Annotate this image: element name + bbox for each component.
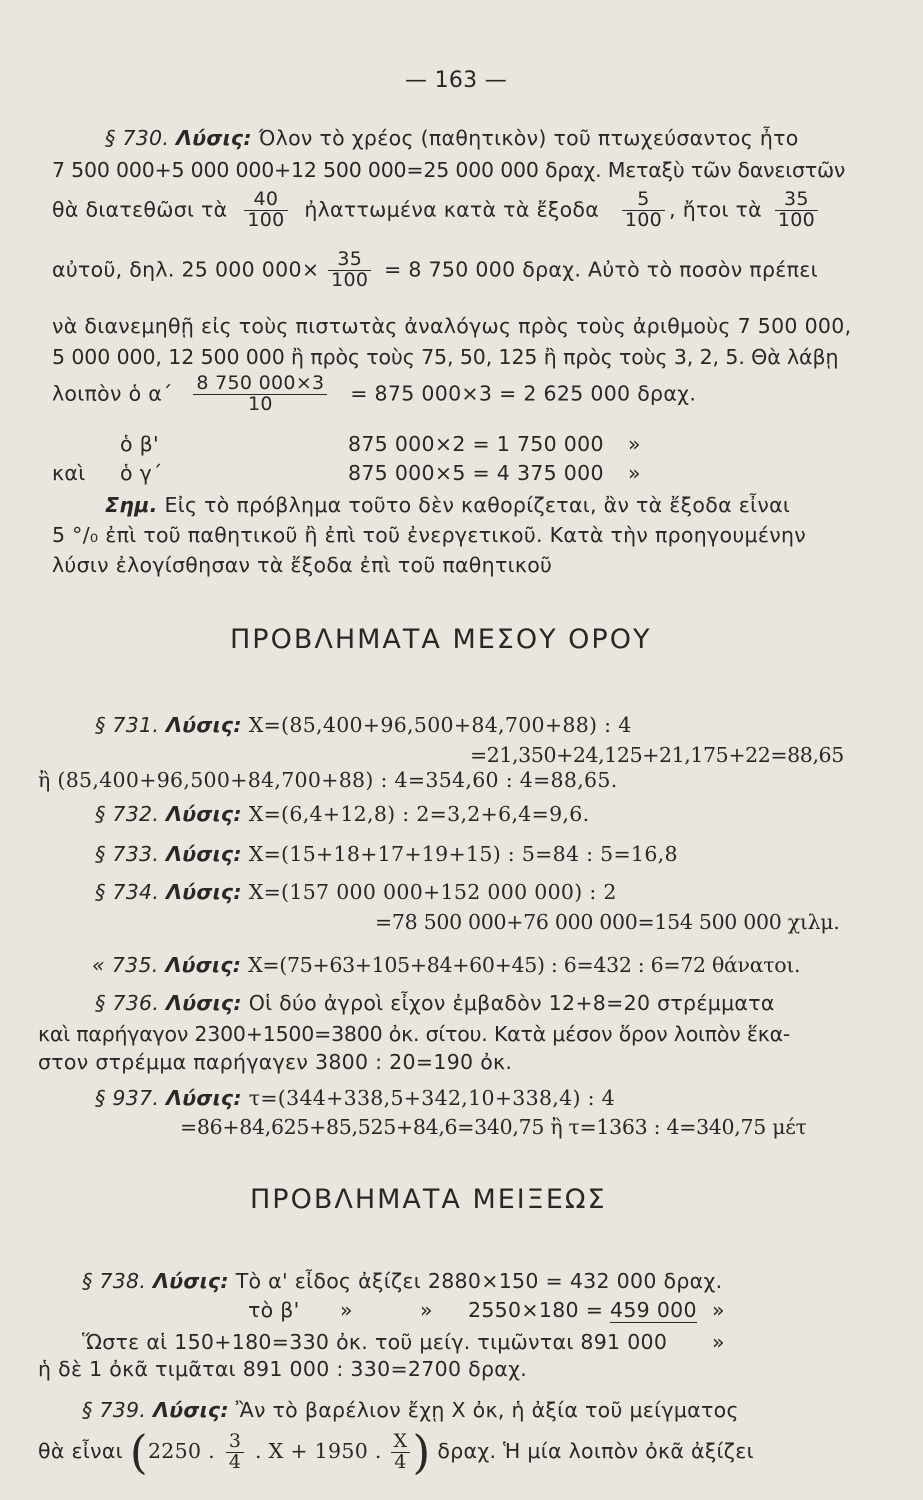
text: Τὸ α' εἶδος ἀξίζει 2880×150 = 432 000 δραχ.	[235, 1269, 723, 1293]
section-739-line-2	[38, 1418, 754, 1485]
solution-word: Λύσις:	[176, 126, 252, 150]
section-734-line-2: =78 500 000+76 000 000=154 500 000 χιλμ.	[375, 910, 840, 934]
denominator: 10	[193, 394, 327, 415]
ditto-mark: »	[340, 1298, 353, 1322]
text: X=(75+63+105+84+60+45) : 6=432 : 6=72 θάνατοι.	[248, 953, 801, 977]
denominator: 100	[328, 270, 371, 291]
text: τ=(344+338,5+342,10+338,4) : 4	[248, 1086, 615, 1110]
fraction-3-4	[226, 1429, 244, 1473]
section-label: § 734.	[95, 880, 160, 904]
text: θὰ διατεθῶσι τὰ	[52, 197, 228, 222]
section-738-line-1	[82, 1269, 722, 1293]
section-label: § 730.	[105, 126, 170, 150]
text: ἠλαττωμένα κατὰ τὰ ἔξοδα	[304, 197, 600, 222]
fraction-40-100	[244, 190, 287, 231]
text: X=(85,400+96,500+84,700+88) : 4	[248, 713, 632, 737]
solution-word: Λύσις:	[165, 953, 242, 977]
section-730-line-9-kai: καὶ	[52, 461, 86, 485]
section-label: § 739.	[82, 1398, 147, 1422]
section-heading-mean: ΠΡΟΒΛΗΜΑΤΑ ΜΕΣΟΥ ΟΡΟΥ	[230, 624, 652, 655]
page-number: — 163 —	[405, 68, 508, 93]
note-label: Σημ.	[105, 493, 158, 517]
section-730-line-2: 7 500 000+5 000 000+12 500 000=25 000 000 δραχ. Μεταξὺ τῶν δανειστῶν	[52, 158, 846, 182]
section-label: « 735.	[92, 953, 159, 977]
section-730-line-5: νὰ διανεμηθῇ εἰς τοὺς πιστωτὰς ἀναλόγως πρὸς τοὺς ἀριθμοὺς 7 500 000,	[52, 314, 852, 338]
fraction-x-4	[391, 1429, 411, 1473]
solution-word: Λύσις:	[166, 880, 242, 904]
text: Ἂν τὸ βαρέλιον ἔχῃ X ὀκ, ἡ ἀξία τοῦ μείγματος	[235, 1398, 739, 1422]
text: X=(6,4+12,8) : 2=3,2+6,4=9,6.	[248, 802, 590, 826]
denominator: 4	[226, 1452, 244, 1473]
text: Οἱ δύο ἀγροὶ εἶχον ἐμβαδὸν 12+8=20 στρέμματα	[248, 991, 775, 1015]
left-parenthesis: (	[129, 1425, 148, 1479]
text: Όλον τὸ χρέος (παθητικὸν) τοῦ πτωχεύσαντος ἦτο	[258, 126, 799, 150]
solution-word: Λύσις:	[166, 1086, 242, 1110]
section-736-line-2: καὶ παρήγαγον 2300+1500=3800 ὀκ. σίτου. Κατὰ μέσον ὅρον λοιπὸν ἕκα-	[38, 1022, 791, 1046]
section-730-line-9-label: ὁ γ΄	[120, 461, 163, 485]
ditto-mark: »	[712, 1298, 725, 1322]
section-label: § 736.	[95, 991, 160, 1015]
ditto-mark: »	[628, 461, 641, 485]
section-738-line-2-value	[468, 1298, 697, 1322]
section-label: § 732.	[95, 802, 160, 826]
denominator: 100	[244, 210, 287, 231]
section-730-line-7	[52, 374, 696, 415]
section-937-line-2: =86+84,625+85,525+84,6=340,75 ἢ τ=1363 : 4=340,75 μέτ	[180, 1115, 807, 1139]
right-parenthesis: )	[412, 1425, 431, 1479]
note-line-3: λύσιν ἐλογίσθησαν τὰ ἔξοδα ἐπὶ τοῦ παθητικοῦ	[52, 553, 553, 577]
section-738-line-2-label: τὸ β'	[248, 1298, 300, 1322]
section-732	[95, 802, 589, 826]
section-heading-mixture: ΠΡΟΒΛΗΜΑΤΑ ΜΕΙΞΕΩΣ	[250, 1184, 607, 1215]
text: X=(15+18+17+19+15) : 5=84 : 5=16,8	[248, 842, 678, 866]
note-line-2: 5 °/₀ ἐπὶ τοῦ παθητικοῦ ἢ ἐπὶ τοῦ ἐνεργετικοῦ. Κατὰ τὴν προηγουμένην	[52, 523, 807, 547]
text: . X + 1950 .	[255, 1439, 382, 1463]
text: Εἰς τὸ πρόβλημα τοῦτο δὲν καθορίζεται, ἂν τὰ ἔξοδα εἶναι	[164, 493, 791, 517]
numerator: 3	[228, 1429, 242, 1452]
section-label: § 937.	[95, 1086, 160, 1110]
fraction-35-100	[775, 190, 818, 231]
solution-word: Λύσις:	[166, 713, 242, 737]
section-738-line-4: ἡ δὲ 1 ὀκᾶ τιμᾶται 891 000 : 330=2700 δραχ.	[38, 1357, 528, 1381]
section-731-line-2: =21,350+24,125+21,175+22=88,65	[470, 743, 844, 767]
section-730-line-8-value: 875 000×2 = 1 750 000	[348, 432, 604, 456]
section-730-line-8-label: ὁ β'	[120, 432, 159, 456]
numerator: 35	[784, 188, 809, 210]
numerator: X	[393, 1429, 408, 1452]
numerator: 35	[337, 248, 363, 270]
section-738-line-3: Ὥστε αἱ 150+180=330 ὀκ. τοῦ μείγ. τιμῶνται 891 000	[82, 1330, 668, 1354]
section-734-line-1	[95, 880, 617, 904]
text: 2250 .	[147, 1439, 215, 1463]
numerator: 40	[253, 188, 279, 210]
numerator: 5	[637, 188, 650, 210]
underlined-value: 459 000	[610, 1298, 697, 1322]
section-730-line-9-value: 875 000×5 = 4 375 000	[348, 461, 604, 485]
section-736-line-3: στον στρέμμα παρήγαγεν 3800 : 20=190 ὀκ.	[38, 1050, 513, 1074]
solution-word: Λύσις:	[166, 802, 242, 826]
solution-word: Λύσις:	[153, 1269, 229, 1293]
section-label: § 731.	[95, 713, 160, 737]
text: αὐτοῦ, δηλ. 25 000 000×	[52, 257, 320, 282]
section-label: § 733.	[95, 842, 160, 866]
section-730-line-1	[105, 126, 799, 150]
section-731-line-1	[95, 713, 632, 737]
text: X=(157 000 000+152 000 000) : 2	[248, 880, 617, 904]
ditto-mark: »	[628, 432, 641, 456]
section-730-line-4	[52, 250, 818, 291]
section-736-line-1	[95, 991, 775, 1015]
ditto-mark: »	[420, 1298, 433, 1322]
solution-word: Λύσις:	[166, 991, 242, 1015]
section-733	[95, 842, 678, 866]
note-line-1	[105, 493, 790, 517]
text: = 8 750 000 δραχ. Αὐτὸ τὸ ποσὸν πρέπει	[384, 257, 818, 282]
denominator: 4	[391, 1452, 411, 1473]
text: = 875 000×3 = 2 625 000 δραχ.	[350, 381, 697, 406]
section-937-line-1	[95, 1086, 615, 1110]
section-730-line-3	[52, 190, 818, 231]
section-730-line-6: 5 000 000, 12 500 000 ἢ πρὸς τοὺς 75, 50, 125 ἢ πρὸς τοὺς 3, 2, 5. Θὰ λάβῃ	[52, 345, 839, 369]
text: 2550×180 =	[468, 1298, 604, 1322]
fraction-5-100	[622, 190, 665, 231]
section-735	[92, 953, 800, 977]
text: θὰ εἶναι	[38, 1439, 123, 1463]
fraction-8750000x3-10	[193, 374, 327, 415]
denominator: 100	[775, 210, 818, 231]
solution-word: Λύσις:	[166, 842, 242, 866]
fraction-35-100	[328, 250, 371, 291]
ditto-mark: »	[712, 1330, 725, 1354]
denominator: 100	[622, 210, 665, 231]
text: δραχ. Ἡ μία λοιπὸν ὀκᾶ ἀξίζει	[437, 1439, 754, 1463]
section-731-line-3: ἢ (85,400+96,500+84,700+88) : 4=354,60 : 4=88,65.	[38, 768, 618, 792]
text: λοιπὸν ὁ α΄	[52, 381, 173, 406]
text: , ἤτοι τὰ	[669, 197, 762, 222]
section-label: § 738.	[82, 1269, 147, 1293]
numerator: 8 750 000×3	[196, 372, 325, 394]
solution-word: Λύσις:	[153, 1398, 229, 1422]
